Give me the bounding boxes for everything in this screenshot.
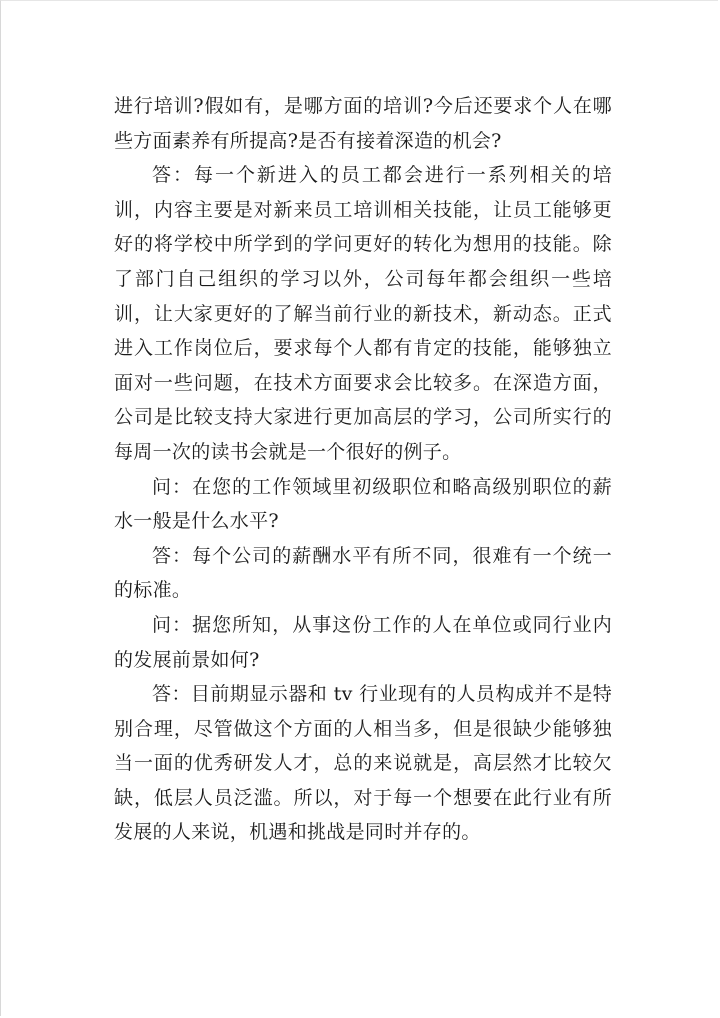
paragraph-answer-salary: 答：每个公司的薪酬水平有所不同，很难有一个统一的标准。 [114,544,612,602]
paragraph-question-prospects: 问：据您所知，从事这份工作的人在单位或同行业内的发展前景如何? [114,613,612,671]
paragraph-question-continued: 进行培训?假如有，是哪方面的培训?今后还要求个人在哪些方面素养有所提高?是否有接着深造的机会? [114,95,612,152]
paragraph-answer-prospects: 答：目前期显示器和 tv 行业现有的人员构成并不是特别合理，尽管做这个方面的人相当多，但是很缺少能够独当一面的优秀研发人才，总的来说就是，高层然才比较欠缺，低层人员泛滥。所以，对于每一个想要在此行业有所发展的人来说，机遇和挑战是同时并存的。 [114,683,612,844]
document-body [114,89,612,850]
paragraph-answer-training: 答：每一个新进入的员工都会进行一系列相关的培训，内容主要是对新来员工培训相关技能，让员工能够更好的将学校中所学到的学问更好的转化为想用的技能。除了部门自己组织的学习以外，公司每年都会组织一些培训，让大家更好的了解当前行业的新技术，新动态。正式进入工作岗位后，要求每个人都有肯定的技能，能够独立面对一些问题，在技术方面要求会比较多。在深造方面，公司是比较支持大家进行更加高层的学习，公司所实行的每周一次的读书会就是一个很好的例子。 [114,164,612,463]
paragraph-question-salary: 问：在您的工作领域里初级职位和略高级别职位的薪水一般是什么水平? [114,475,612,533]
